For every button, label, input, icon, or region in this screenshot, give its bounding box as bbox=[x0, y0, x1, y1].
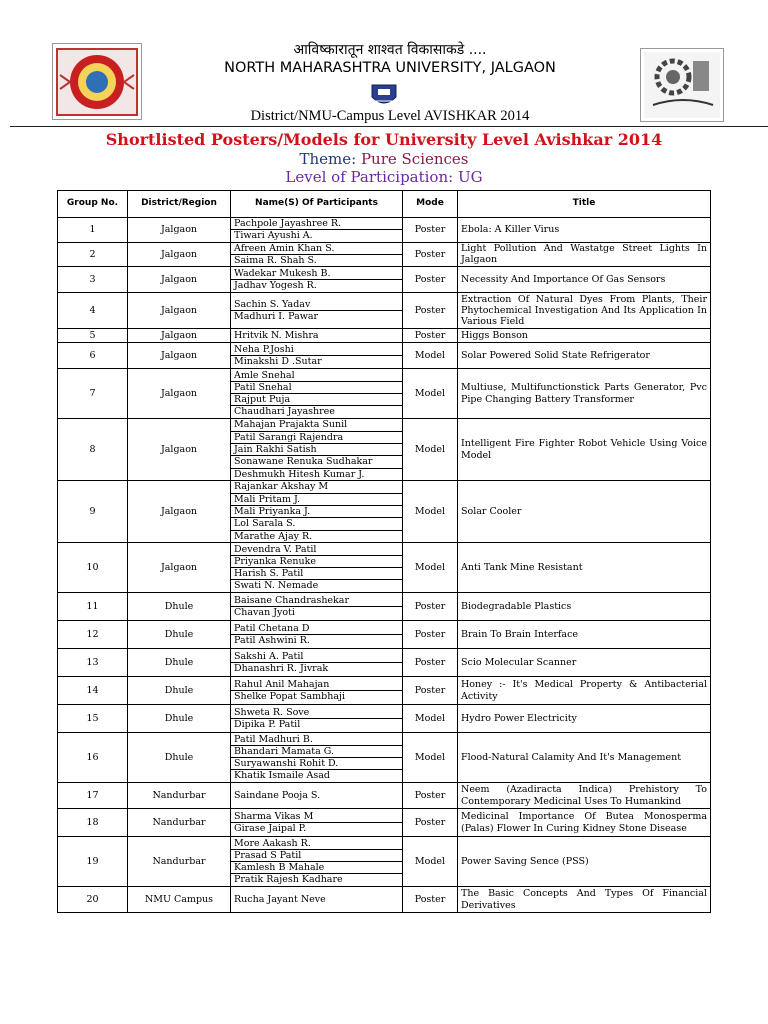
participant-name: Rajankar Akshay M bbox=[231, 481, 402, 493]
group-no-cell: 7 bbox=[58, 369, 128, 419]
group-no-cell: 18 bbox=[58, 809, 128, 837]
university-name: NORTH MAHARASHTRA UNIVERSITY, JALGAON bbox=[224, 60, 556, 76]
district-cell: Jalgaon bbox=[128, 543, 231, 593]
participant-name: Patil Ashwini R. bbox=[234, 635, 310, 647]
participant-name: Deshmukh Hitesh Kumar J. bbox=[234, 468, 365, 480]
table-row bbox=[58, 837, 711, 887]
participants-cell bbox=[231, 343, 403, 369]
participants-cell bbox=[231, 369, 403, 419]
table-row bbox=[58, 705, 711, 733]
title-cell: Ebola: A Killer Virus bbox=[458, 218, 711, 243]
university-logo bbox=[52, 43, 142, 120]
group-no-cell: 10 bbox=[58, 543, 128, 593]
district-cell: Jalgaon bbox=[128, 267, 231, 293]
theme-value: Pure Sciences bbox=[360, 150, 469, 168]
participant-name: Lol Sarala S. bbox=[231, 518, 402, 530]
district-cell: Jalgaon bbox=[128, 218, 231, 243]
mode-cell: Poster bbox=[403, 593, 458, 621]
header-title: Title bbox=[458, 191, 711, 218]
title-cell: Intelligent Fire Fighter Robot Vehicle Using Voice Model bbox=[458, 419, 711, 481]
participant-name: Chaudhari Jayashree bbox=[234, 406, 335, 418]
group-no-cell: 4 bbox=[58, 293, 128, 329]
participants-cell bbox=[231, 649, 403, 677]
avishkar-logo bbox=[640, 48, 724, 122]
group-no-cell: 13 bbox=[58, 649, 128, 677]
mode-cell: Model bbox=[403, 705, 458, 733]
participant-name: Khatik Ismaile Asad bbox=[234, 770, 331, 782]
participant-name: Jadhav Yogesh R. bbox=[234, 280, 317, 292]
table-row bbox=[58, 593, 711, 621]
participant-name: Bhandari Mamata G. bbox=[231, 746, 402, 758]
table-row bbox=[58, 267, 711, 293]
title-cell: Neem (Azadiracta Indica) Prehistory To Contemporary Medicinal Uses To Humankind bbox=[458, 783, 711, 809]
participant-name: Rahul Anil Mahajan bbox=[231, 679, 402, 691]
participants-cell bbox=[231, 887, 403, 913]
participant-name: Patil Snehal bbox=[231, 382, 402, 394]
district-cell: Jalgaon bbox=[128, 419, 231, 481]
participant-name: Mali Priyanka J. bbox=[231, 506, 402, 518]
participant-name: Tiwari Ayushi A. bbox=[234, 230, 313, 242]
participants-cell bbox=[231, 543, 403, 593]
participant-name: Sharma Vikas M bbox=[231, 811, 402, 823]
mode-cell: Model bbox=[403, 543, 458, 593]
participant-name: Wadekar Mukesh B. bbox=[231, 268, 402, 280]
group-no-cell: 17 bbox=[58, 783, 128, 809]
district-cell: Nandurbar bbox=[128, 809, 231, 837]
district-cell: Jalgaon bbox=[128, 293, 231, 329]
participant-name: Shweta R. Sove bbox=[231, 707, 402, 719]
participant-name: Rucha Jayant Neve bbox=[234, 894, 326, 906]
title-cell: Scio Molecular Scanner bbox=[458, 649, 711, 677]
participants-cell bbox=[231, 293, 403, 329]
mode-cell: Model bbox=[403, 837, 458, 887]
participant-name: Dhanashri R. Jivrak bbox=[234, 663, 329, 675]
document-title: Shortlisted Posters/Models for University Level Avishkar 2014 bbox=[105, 130, 663, 149]
university-crest-icon bbox=[368, 80, 400, 110]
participant-name: Madhuri I. Pawar bbox=[234, 311, 319, 323]
group-no-cell: 3 bbox=[58, 267, 128, 293]
group-no-cell: 14 bbox=[58, 677, 128, 705]
participant-name: Patil Chetana D bbox=[231, 623, 402, 635]
participant-name: Devendra V. Patil bbox=[231, 544, 402, 556]
title-cell: Brain To Brain Interface bbox=[458, 621, 711, 649]
participants-cell bbox=[231, 809, 403, 837]
mode-cell: Poster bbox=[403, 783, 458, 809]
participants-cell bbox=[231, 677, 403, 705]
mode-cell: Poster bbox=[403, 293, 458, 329]
participant-name: Pachpole Jayashree R. bbox=[231, 218, 402, 230]
table-row bbox=[58, 343, 711, 369]
mode-cell: Model bbox=[403, 733, 458, 783]
participant-name: Saindane Pooja S. bbox=[234, 790, 321, 802]
district-cell: Jalgaon bbox=[128, 329, 231, 343]
table-header-row bbox=[58, 191, 711, 218]
district-cell: Dhule bbox=[128, 733, 231, 783]
participation-label: Level of Participation: bbox=[285, 168, 458, 186]
table-row bbox=[58, 783, 711, 809]
participant-name: Swati N. Nemade bbox=[234, 580, 319, 592]
title-cell: Necessity And Importance Of Gas Sensors bbox=[458, 267, 711, 293]
participant-name: Sakshi A. Patil bbox=[231, 651, 402, 663]
group-no-cell: 20 bbox=[58, 887, 128, 913]
header-group-no: Group No. bbox=[58, 191, 128, 218]
district-cell: Dhule bbox=[128, 649, 231, 677]
group-no-cell: 8 bbox=[58, 419, 128, 481]
group-no-cell: 1 bbox=[58, 218, 128, 243]
district-cell: Jalgaon bbox=[128, 343, 231, 369]
participant-name: Sachin S. Yadav bbox=[231, 299, 402, 311]
title-cell: Solar Cooler bbox=[458, 481, 711, 543]
title-cell: Power Saving Sence (PSS) bbox=[458, 837, 711, 887]
table-row bbox=[58, 481, 711, 543]
district-cell: Jalgaon bbox=[128, 242, 231, 267]
mode-cell: Poster bbox=[403, 649, 458, 677]
table-row bbox=[58, 369, 711, 419]
participant-name: Pratik Rajesh Kadhare bbox=[234, 874, 343, 886]
participant-name: Prasad S Patil bbox=[231, 850, 402, 862]
participants-cell bbox=[231, 267, 403, 293]
mode-cell: Poster bbox=[403, 809, 458, 837]
district-cell: Dhule bbox=[128, 621, 231, 649]
title-cell: Light Pollution And Wastatge Street Lights In Jalgaon bbox=[458, 242, 711, 267]
group-no-cell: 19 bbox=[58, 837, 128, 887]
participants-cell bbox=[231, 837, 403, 887]
participant-name: Afreen Amin Khan S. bbox=[231, 243, 402, 255]
participants-cell bbox=[231, 621, 403, 649]
title-cell: Solar Powered Solid State Refrigerator bbox=[458, 343, 711, 369]
mode-cell: Poster bbox=[403, 242, 458, 267]
table-row bbox=[58, 621, 711, 649]
table-row bbox=[58, 329, 711, 343]
header-divider bbox=[10, 126, 768, 127]
mode-cell: Poster bbox=[403, 677, 458, 705]
participants-cell bbox=[231, 481, 403, 543]
group-no-cell: 5 bbox=[58, 329, 128, 343]
marathi-tagline: आविष्कारातून शाश्वत विकासाकडे .... bbox=[293, 42, 487, 58]
table-row bbox=[58, 677, 711, 705]
title-cell: Flood-Natural Calamity And It's Management bbox=[458, 733, 711, 783]
participant-name: Patil Sarangi Rajendra bbox=[231, 432, 402, 444]
mode-cell: Poster bbox=[403, 887, 458, 913]
title-cell: Higgs Bonson bbox=[458, 329, 711, 343]
participant-name: Marathe Ajay R. bbox=[234, 530, 313, 542]
participant-name: Mahajan Prajakta Sunil bbox=[231, 419, 402, 431]
mode-cell: Model bbox=[403, 419, 458, 481]
participants-cell bbox=[231, 593, 403, 621]
mode-cell: Poster bbox=[403, 329, 458, 343]
table-row bbox=[58, 733, 711, 783]
participant-name: Minakshi D .Sutar bbox=[234, 356, 322, 368]
participant-name: Harish S. Patil bbox=[231, 568, 402, 580]
title-cell: Biodegradable Plastics bbox=[458, 593, 711, 621]
participant-name: More Aakash R. bbox=[231, 838, 402, 850]
district-cell: Dhule bbox=[128, 593, 231, 621]
title-cell: Multiuse, Multifunctionstick Parts Generator, Pvc Pipe Changing Battery Transformer bbox=[458, 369, 711, 419]
participants-cell bbox=[231, 733, 403, 783]
participant-name: Rajput Puja bbox=[231, 394, 402, 406]
participants-cell bbox=[231, 329, 403, 343]
mode-cell: Model bbox=[403, 481, 458, 543]
group-no-cell: 6 bbox=[58, 343, 128, 369]
theme-label: Theme: bbox=[299, 150, 361, 168]
district-cell: Nandurbar bbox=[128, 783, 231, 809]
header-district: District/Region bbox=[128, 191, 231, 218]
participant-name: Baisane Chandrashekar bbox=[231, 595, 402, 607]
table-row bbox=[58, 293, 711, 329]
participant-name: Priyanka Renuke bbox=[231, 556, 402, 568]
group-no-cell: 2 bbox=[58, 242, 128, 267]
participant-name: Mali Pritam J. bbox=[231, 494, 402, 506]
district-cell: NMU Campus bbox=[128, 887, 231, 913]
participant-name: Saima R. Shah S. bbox=[234, 254, 317, 266]
participant-name: Amle Snehal bbox=[231, 370, 402, 382]
title-cell: Honey :- It's Medical Property & Antibacterial Activity bbox=[458, 677, 711, 705]
participant-name: Patil Madhuri B. bbox=[231, 734, 402, 746]
participant-name: Hritvik N. Mishra bbox=[234, 330, 319, 342]
participant-name: Jain Rakhi Satish bbox=[231, 444, 402, 456]
mode-cell: Poster bbox=[403, 621, 458, 649]
group-no-cell: 9 bbox=[58, 481, 128, 543]
participation-value: UG bbox=[457, 168, 483, 186]
participants-cell bbox=[231, 218, 403, 243]
participant-name: Neha P.Joshi bbox=[231, 344, 402, 356]
header-mode: Mode bbox=[403, 191, 458, 218]
district-cell: Dhule bbox=[128, 677, 231, 705]
header-participants: Name(S) Of Participants bbox=[231, 191, 403, 218]
participants-cell bbox=[231, 783, 403, 809]
participants-cell bbox=[231, 419, 403, 481]
participant-name: Girase Jaipal P. bbox=[234, 823, 307, 835]
group-no-cell: 16 bbox=[58, 733, 128, 783]
theme-line bbox=[0, 150, 768, 168]
mode-cell: Model bbox=[403, 343, 458, 369]
participation-line bbox=[0, 168, 768, 186]
participant-name: Chavan Jyoti bbox=[234, 607, 295, 619]
table-row bbox=[58, 543, 711, 593]
title-cell: The Basic Concepts And Types Of Financial Derivatives bbox=[458, 887, 711, 913]
participant-name: Sonawane Renuka Sudhakar bbox=[231, 456, 402, 468]
participants-cell bbox=[231, 242, 403, 267]
participant-name: Kamlesh B Mahale bbox=[231, 862, 402, 874]
district-cell: Dhule bbox=[128, 705, 231, 733]
title-cell: Hydro Power Electricity bbox=[458, 705, 711, 733]
title-cell: Medicinal Importance Of Butea Monosperma (Palas) Flower In Curing Kidney Stone Disease bbox=[458, 809, 711, 837]
event-level: District/NMU-Campus Level AVISHKAR 2014 bbox=[250, 108, 530, 124]
table-row bbox=[58, 809, 711, 837]
participant-name: Dipika P. Patil bbox=[234, 719, 301, 731]
table-row bbox=[58, 242, 711, 267]
table-row bbox=[58, 649, 711, 677]
district-cell: Jalgaon bbox=[128, 369, 231, 419]
district-cell: Nandurbar bbox=[128, 837, 231, 887]
title-cell: Extraction Of Natural Dyes From Plants, Their Phytochemical Investigation And Its Application In Various Field bbox=[458, 293, 711, 329]
group-no-cell: 12 bbox=[58, 621, 128, 649]
group-no-cell: 15 bbox=[58, 705, 128, 733]
group-no-cell: 11 bbox=[58, 593, 128, 621]
participants-cell bbox=[231, 705, 403, 733]
mode-cell: Model bbox=[403, 369, 458, 419]
district-cell: Jalgaon bbox=[128, 481, 231, 543]
table-row bbox=[58, 419, 711, 481]
participant-name: Suryawanshi Rohit D. bbox=[231, 758, 402, 770]
mode-cell: Poster bbox=[403, 218, 458, 243]
title-cell: Anti Tank Mine Resistant bbox=[458, 543, 711, 593]
participant-name: Shelke Popat Sambhaji bbox=[234, 691, 346, 703]
mode-cell: Poster bbox=[403, 267, 458, 293]
shortlist-table bbox=[57, 190, 711, 913]
table-row bbox=[58, 218, 711, 243]
table-row bbox=[58, 887, 711, 913]
